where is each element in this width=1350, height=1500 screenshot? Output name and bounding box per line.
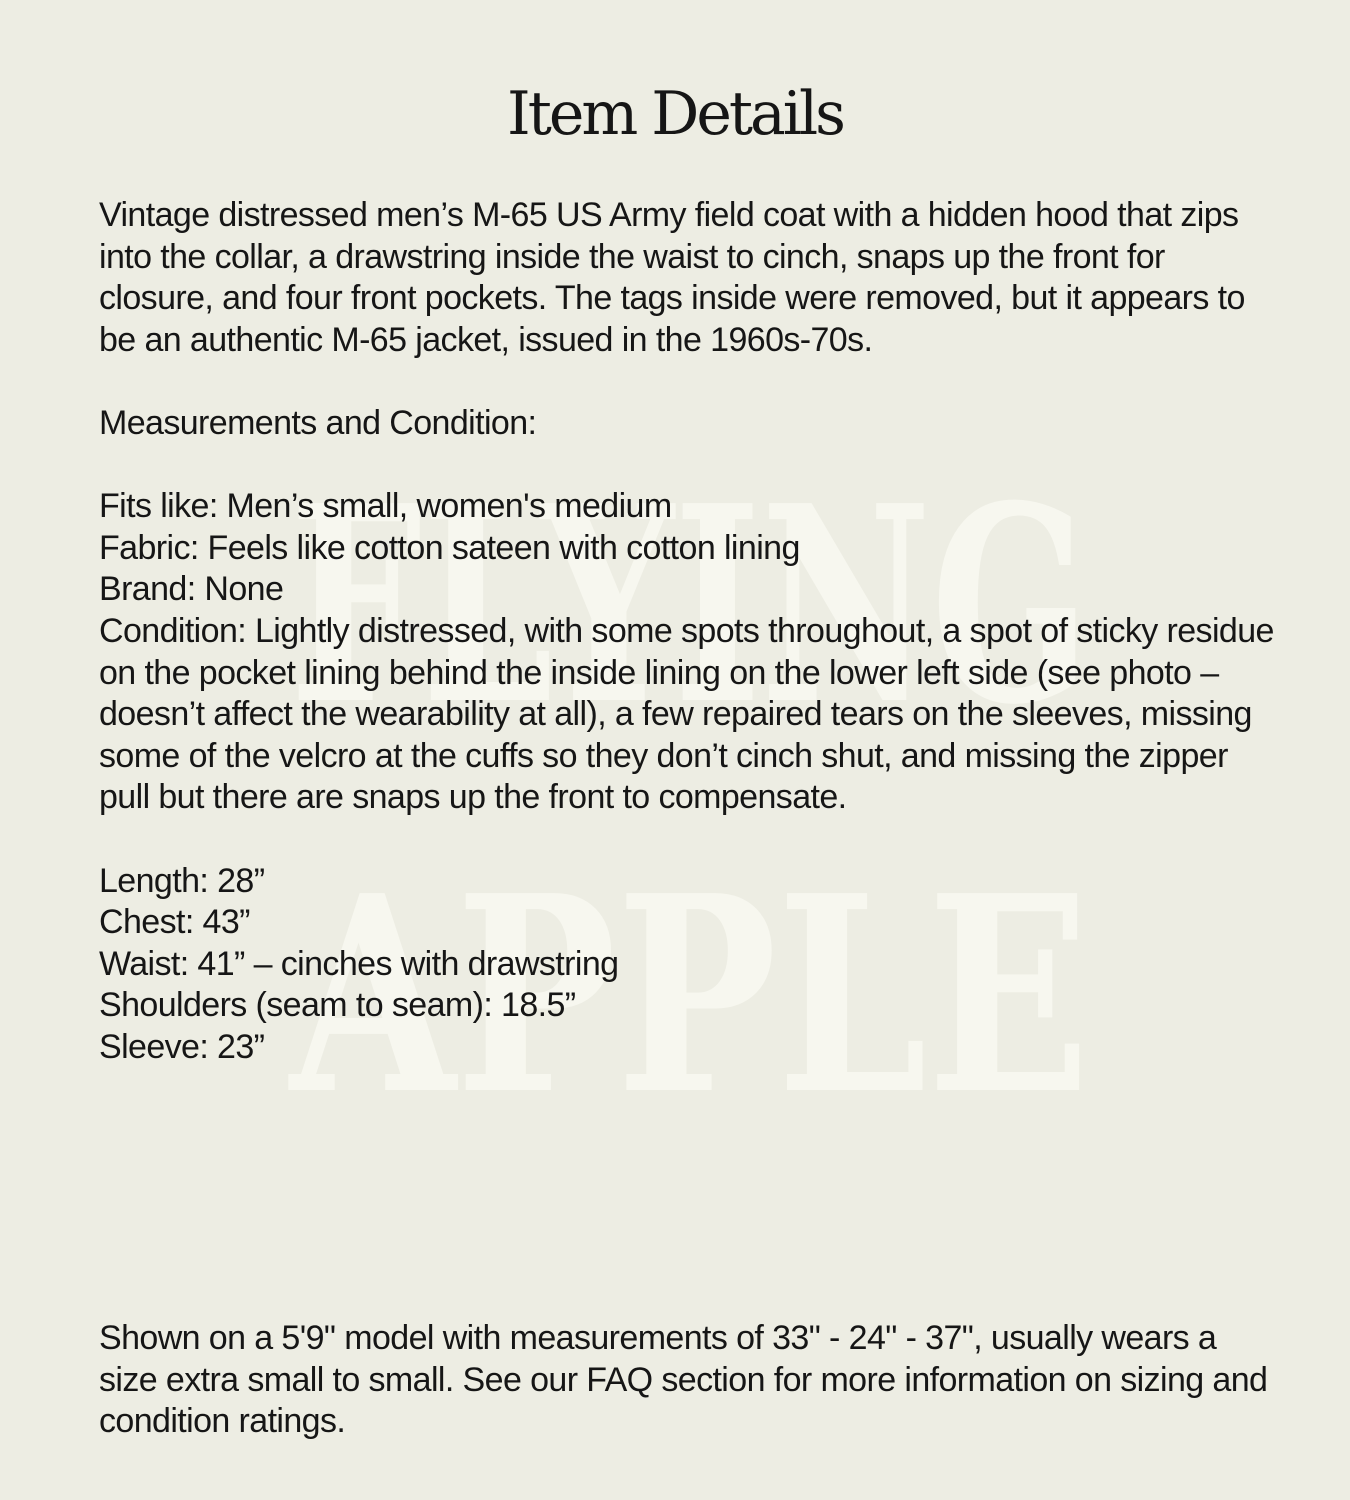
measurement-chest: Chest: 43” bbox=[99, 903, 250, 942]
item-details-body bbox=[99, 195, 1279, 1068]
page-title: Item Details bbox=[507, 79, 843, 149]
item-description: Vintage distressed men’s M-65 US Army field coat with a hidden hood that zips into the collar, a drawstring inside the waist to cinch, snaps up the front for closure, and four front pockets. The tags inside were removed, but it appears to be an authentic M-65 jacket, issued in the 1960s-70s. bbox=[99, 196, 1245, 359]
measurement-shoulders: Shoulders (seam to seam): 18.5” bbox=[99, 986, 576, 1025]
watermark-line-2: APPLE bbox=[286, 836, 1090, 1120]
fits-like: Fits like: Men’s small, women's medium bbox=[99, 487, 672, 526]
condition: Condition: Lightly distressed, with some spots throughout, a spot of sticky residue on the pocket lining behind the inside lining on the lower left side (see photo – doesn’t affect the wearability at all), a few repaired tears on the sleeves, missing some of the velcro at the cuffs so they don’t cinch shut, and missing the zipper pull but there are snaps up the front to compensate. bbox=[99, 611, 1274, 817]
model-sizing-note: Shown on a 5'9" model with measurements of 33" - 24" - 37", usually wears a size extra small to small. See our FAQ section for more information on sizing and condition ratings. bbox=[99, 1319, 1268, 1441]
watermark-line-1: FLYING bbox=[290, 446, 1090, 764]
fabric: Fabric: Feels like cotton sateen with cotton lining bbox=[99, 528, 800, 567]
measurements-heading: Measurements and Condition: bbox=[99, 403, 537, 442]
measurement-length: Length: 28” bbox=[99, 861, 265, 900]
measurement-sleeve: Sleeve: 23” bbox=[99, 1027, 265, 1066]
measurement-waist: Waist: 41” – cinches with drawstring bbox=[99, 944, 619, 983]
brand: Brand: None bbox=[99, 570, 284, 609]
